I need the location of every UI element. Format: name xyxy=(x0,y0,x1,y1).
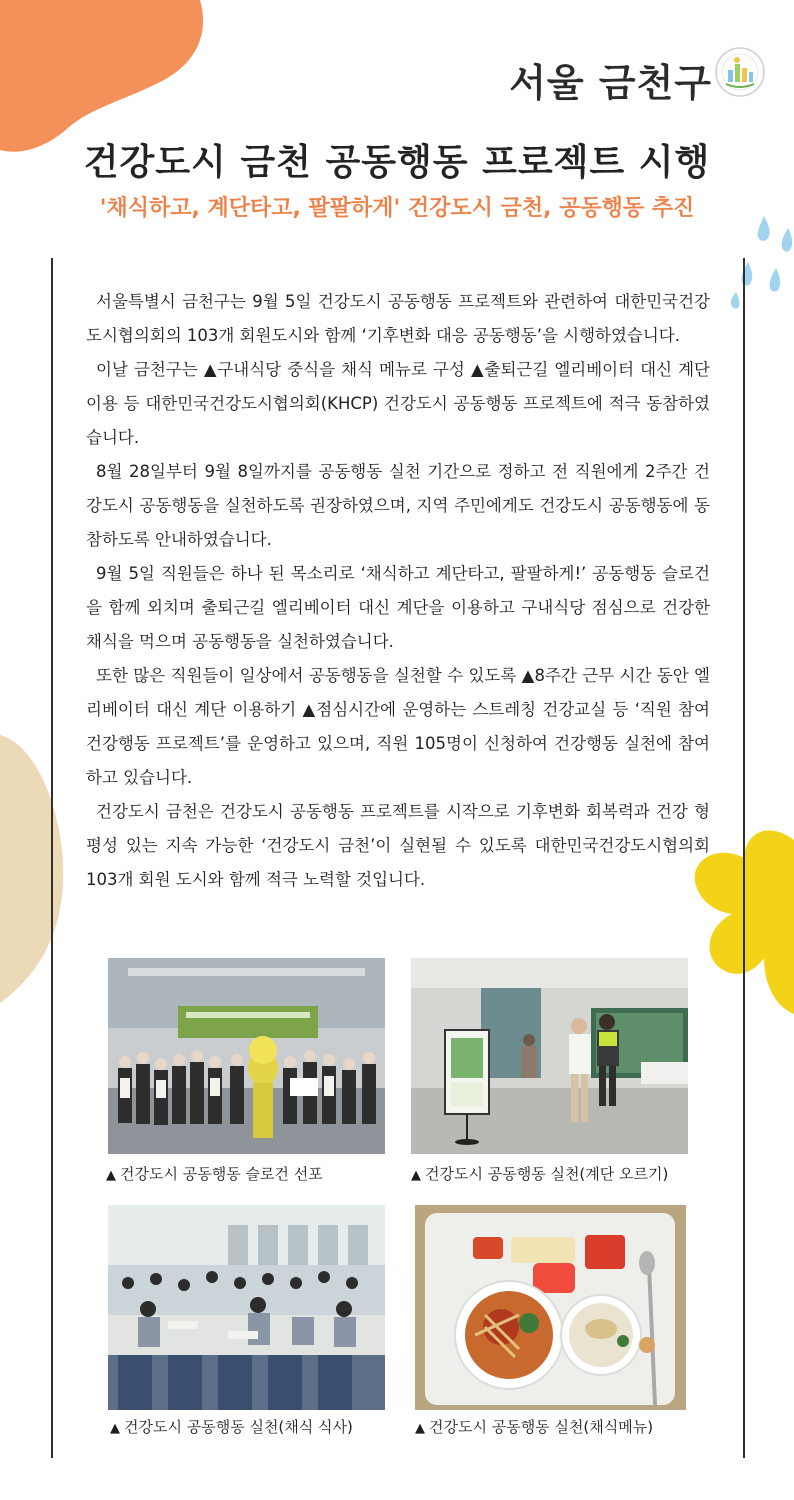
water-drops-decoration xyxy=(726,210,794,310)
paragraph: 이날 금천구는 ▲구내식당 중식을 채식 메뉴로 구성 ▲출퇴근길 엘리베이터 대신 계단 이용 등 대한민국건강도시협의회(KHCP) 건강도시 공동행동 프로젝트에 적극 동참하였습니다. xyxy=(86,360,710,447)
page-subtitle: '채식하고, 계단타고, 팔팔하게' 건강도시 금천, 공동행동 추진 xyxy=(99,196,695,221)
triangle-marker: ▲ xyxy=(106,1168,116,1183)
caption-text: 건강도시 공동행동 실천(채식 식사) xyxy=(124,1418,353,1436)
photo-caption xyxy=(411,1163,668,1184)
triangle-marker: ▲ xyxy=(110,1421,120,1436)
photo-caption xyxy=(415,1416,653,1437)
caption-text: 건강도시 공동행동 슬로건 선포 xyxy=(120,1165,323,1183)
photo-slogan-ceremony xyxy=(108,958,385,1154)
paragraph: 건강도시 금천은 건강도시 공동행동 프로젝트를 시작으로 기후변화 회복력과 건강 형평성 있는 지속 가능한 ‘건강도시 금천’이 실현될 수 있도록 대한민국건강도시협의회 103개 회원 도시와 함께 적극 노력할 것입니다. xyxy=(86,802,710,889)
triangle-marker: ▲ xyxy=(415,1421,425,1436)
paragraph: 또한 많은 직원들이 일상에서 공동행동을 실천할 수 있도록 ▲8주간 근무 시간 동안 엘리베이터 대신 계단 이용하기 ▲점심시간에 운영하는 스트레칭 건강교실 등 ‘직원 참여 건강행동 프로젝트’를 운영하고 있으며, 직원 105명이 신청하여 건강행동 실천에 참여하고 있습니다. xyxy=(86,666,710,787)
caption-text: 건강도시 공동행동 실천(계단 오르기) xyxy=(425,1165,669,1183)
photo-vegetarian-menu xyxy=(415,1205,686,1410)
healthy-cities-logo-icon xyxy=(714,46,766,98)
paragraph: 서울특별시 금천구는 9월 5일 건강도시 공동행동 프로젝트와 관련하여 대한민국건강도시협의회의 103개 회원도시와 함께 ‘기후변화 대응 공동행동’을 시행하였습니다. xyxy=(86,292,710,345)
caption-text: 건강도시 공동행동 실천(채식메뉴) xyxy=(429,1418,654,1436)
paragraph: 9월 5일 직원들은 하나 된 목소리로 ‘채식하고 계단타고, 팔팔하게!’ 공동행동 슬로건을 함께 외치며 출퇴근길 엘리베이터 대신 계단을 이용하고 구내식당 점심으로 건강한 채식을 먹으며 공동행동을 실천하였습니다. xyxy=(86,564,710,651)
photo-caption xyxy=(110,1416,353,1437)
paragraph: 8월 28일부터 9월 8일까지를 공동행동 실천 기간으로 정하고 전 직원에게 2주간 건강도시 공동행동을 실천하도록 권장하였으며, 지역 주민에게도 건강도시 공동행동에 동참하도록 안내하였습니다. xyxy=(86,462,710,549)
photo-caption xyxy=(106,1163,323,1184)
page-title: 건강도시 금천 공동행동 프로젝트 시행 xyxy=(83,142,711,183)
right-border-line xyxy=(743,258,745,1458)
photo-vegetarian-lunch xyxy=(108,1205,385,1410)
article-body xyxy=(86,285,710,897)
beige-blob-decoration xyxy=(0,735,70,1005)
organization-name: 서울 금천구 xyxy=(509,61,712,105)
triangle-marker: ▲ xyxy=(411,1168,421,1183)
photo-stair-climbing xyxy=(411,958,688,1154)
left-border-line xyxy=(51,258,53,1458)
